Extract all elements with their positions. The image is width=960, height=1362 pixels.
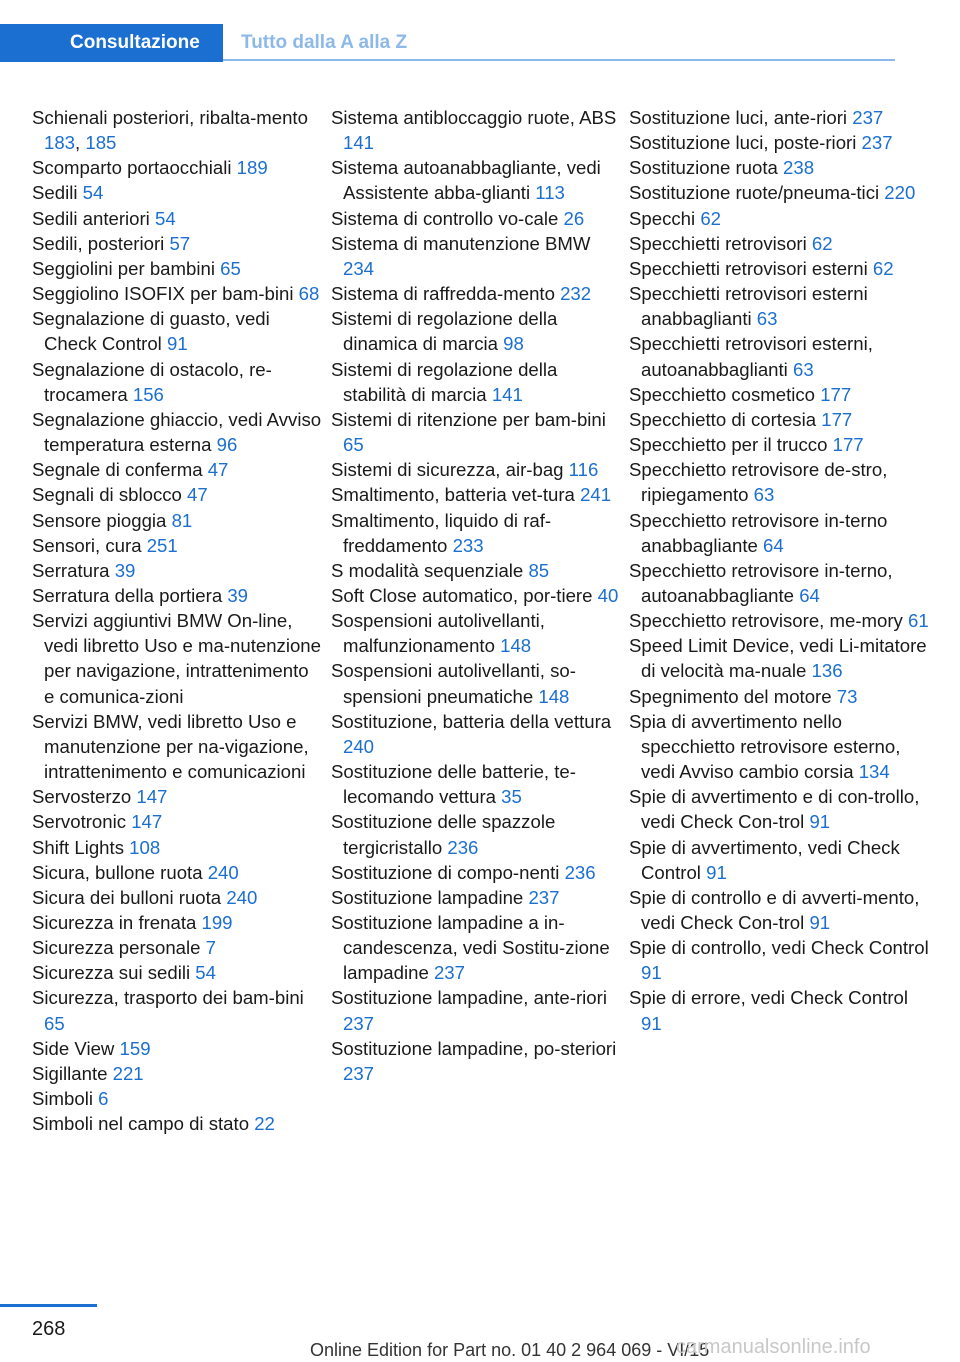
index-term: Side View: [32, 1037, 120, 1059]
index-term: Spie di controllo e di avverti-mento, vedi Check Con-trol: [629, 886, 920, 933]
index-entry: [32, 935, 322, 960]
section-tab[interactable]: Consultazione: [0, 24, 223, 62]
index-term: Sistemi di sicurezza, air-bag: [331, 459, 569, 481]
page-reference-link[interactable]: 63: [753, 484, 775, 506]
index-entry: [331, 709, 621, 759]
index-term: Sostituzione ruota: [629, 157, 784, 179]
index-term: Spie di controllo, vedi Check Control: [629, 937, 929, 959]
index-term: Sostituzione delle batterie, te-lecomando vettura: [331, 761, 576, 808]
index-entry: [629, 206, 929, 231]
index-term: Smaltimento, batteria vet-tura: [331, 484, 581, 506]
index-term: Sostituzione ruote/pneuma-tici: [629, 182, 885, 204]
page-reference-link[interactable]: 35: [501, 786, 522, 808]
index-entry: [331, 407, 621, 457]
index-term: Serratura della portiera: [32, 584, 228, 606]
page-reference-link[interactable]: 61: [908, 610, 929, 632]
index-entry: [629, 784, 929, 834]
page-reference-link[interactable]: 177: [820, 383, 852, 405]
index-term: Specchietto cosmetico: [629, 383, 821, 405]
index-term: Segnalazione ghiaccio, vedi Avviso temperatura esterna: [32, 408, 322, 456]
page-reference-link[interactable]: 108: [129, 836, 161, 858]
page-reference-link[interactable]: 134: [858, 761, 890, 783]
page-reference-link[interactable]: 233: [452, 534, 484, 556]
index-entry: [331, 985, 621, 1035]
index-entry: [32, 407, 322, 457]
page-reference-link[interactable]: 96: [216, 434, 238, 456]
index-term: Sistema autoanabbagliante, vedi Assistente abba-glianti: [331, 157, 601, 204]
index-term: Spie di avvertimento, vedi Check Control: [629, 836, 900, 883]
subsection-tab[interactable]: Tutto dalla A alla Z: [241, 32, 408, 53]
index-entry: [331, 306, 621, 356]
index-term: Sicurezza personale: [32, 937, 206, 959]
index-entry: [629, 608, 929, 633]
index-term: S modalità sequenziale: [331, 559, 529, 581]
index-entry: [629, 231, 929, 256]
index-term: Specchietto di cortesia: [629, 408, 822, 430]
page-reference-link[interactable]: 238: [783, 157, 815, 179]
index-entry: [331, 482, 621, 507]
index-entry: [32, 206, 322, 231]
index-entry: [629, 155, 929, 180]
index-entry: [629, 130, 929, 155]
index-term: Sostituzione di compo-nenti: [331, 861, 565, 883]
index-entry: [32, 1086, 322, 1111]
index-entry: [32, 457, 322, 482]
page-reference-link[interactable]: 91: [641, 1012, 662, 1034]
page-reference-link[interactable]: 62: [872, 257, 894, 279]
index-term: Segnale di conferma: [32, 459, 208, 481]
page-reference-link[interactable]: 7: [205, 937, 216, 959]
page-reference-link[interactable]: 237: [852, 107, 884, 128]
index-term: Sedili: [32, 182, 83, 204]
page-reference-link[interactable]: 63: [792, 358, 814, 380]
index-entry: [629, 331, 929, 381]
index-term: Specchietto retrovisore de-stro, ripiegamento: [629, 459, 888, 506]
index-entry: [629, 256, 929, 281]
index-entry: [629, 633, 929, 683]
page-reference-link[interactable]: 65: [220, 257, 241, 279]
page-reference-link[interactable]: 64: [799, 584, 820, 606]
index-entry: [331, 155, 621, 205]
index-term: Sensori, cura: [32, 534, 147, 556]
page-reference-link[interactable]: 183: [44, 132, 76, 154]
index-entry: [629, 407, 929, 432]
page-reference-link[interactable]: 91: [809, 811, 831, 833]
index-term: Sedili anteriori: [32, 207, 155, 229]
index-term: Servizi aggiuntivi BMW On-line, vedi libretto Uso e ma-nutenzione per navigazione, intrattenimento e comunica-zioni: [32, 610, 321, 707]
index-entry: [331, 105, 621, 155]
index-term: Servizi BMW, vedi libretto Uso e manutenzione per na-vigazione, intrattenimento e comunicazioni: [32, 710, 309, 783]
index-entry: [32, 231, 322, 256]
index-term: Sistema antibloccaggio ruote, ABS: [331, 107, 617, 128]
page-reference-link[interactable]: 251: [146, 534, 178, 556]
watermark-text: carmanualsonline.info: [676, 1336, 871, 1358]
index-term: Sistema di manutenzione BMW: [331, 232, 591, 254]
index-column-3: [629, 105, 929, 1036]
page-reference-link[interactable]: 177: [821, 408, 853, 430]
page-reference-link[interactable]: 221: [112, 1062, 144, 1084]
index-entry: [32, 155, 322, 180]
page-reference-link[interactable]: 54: [82, 182, 104, 204]
index-term: Simboli: [32, 1088, 99, 1110]
index-entry: [32, 608, 322, 709]
page-number: 268: [32, 1318, 66, 1340]
page-reference-link[interactable]: 147: [131, 811, 163, 833]
page-reference-link[interactable]: 39: [114, 559, 136, 581]
index-term: Sigillante: [32, 1062, 113, 1084]
index-term: Specchietto retrovisore in-terno anabbagliante: [629, 509, 888, 556]
edition-note: Online Edition for Part no. 01 40 2 964 069 - VI/15: [310, 1340, 710, 1360]
index-entry: [32, 281, 322, 306]
page-reference-link[interactable]: 64: [763, 534, 784, 556]
page-reference-link[interactable]: 40: [597, 584, 619, 606]
page-reference-link[interactable]: 98: [503, 333, 524, 355]
page-reference-link[interactable]: 156: [132, 383, 164, 405]
index-term: Spie di errore, vedi Check Control: [629, 987, 909, 1009]
page-header: [0, 24, 895, 62]
index-term: Segnali di sblocco: [32, 484, 188, 506]
index-term: Spegnimento del motore: [629, 685, 837, 707]
page-reference-link[interactable]: 189: [236, 157, 268, 179]
page-reference-link[interactable]: 81: [171, 509, 193, 531]
index-term: Servotronic: [32, 811, 132, 833]
page-reference-link[interactable]: 26: [563, 207, 585, 229]
index-entry: [629, 457, 929, 507]
page-reference-link[interactable]: 91: [706, 861, 727, 883]
index-entry: [331, 583, 621, 608]
index-term: Schienali posteriori, ribalta-mento: [32, 107, 308, 128]
index-entry: [629, 885, 929, 935]
page-reference-link[interactable]: 236: [564, 861, 596, 883]
index-entry: [32, 709, 322, 784]
index-entry: [331, 910, 621, 985]
index-term: Seggiolini per bambini: [32, 257, 221, 279]
index-entry: [331, 508, 621, 558]
index-term: Sistemi di regolazione della stabilità di marcia: [331, 358, 558, 405]
index-entry: [32, 910, 322, 935]
page-reference-link[interactable]: 240: [207, 861, 239, 883]
index-entry: [32, 508, 322, 533]
page-reference-link[interactable]: 57: [169, 232, 191, 254]
index-entry: [331, 558, 621, 583]
page-reference-link[interactable]: 136: [811, 660, 843, 682]
index-term: Sostituzione lampadine: [331, 886, 529, 908]
index-term: Sostituzione delle spazzole tergicristallo: [331, 811, 556, 858]
index-term: Sedili, posteriori: [32, 232, 170, 254]
index-entry: [32, 1061, 322, 1086]
index-term: Sensore pioggia: [32, 509, 172, 531]
page-reference-link[interactable]: 141: [343, 132, 375, 154]
page-reference-link[interactable]: 54: [154, 207, 176, 229]
page-reference-link[interactable]: 62: [811, 232, 833, 254]
page-reference-link[interactable]: 185: [85, 132, 117, 154]
page-reference-link[interactable]: 47: [187, 484, 208, 506]
page-reference-link[interactable]: 236: [447, 836, 479, 858]
page-reference-link[interactable]: 91: [809, 912, 831, 933]
page-reference-link[interactable]: 65: [343, 434, 364, 456]
index-term: Smaltimento, liquido di raf-freddamento: [331, 509, 552, 556]
page-reference-link[interactable]: 159: [119, 1037, 151, 1059]
page-reference-link[interactable]: 91: [641, 962, 662, 984]
index-entry: [32, 256, 322, 281]
page-reference-link[interactable]: 68: [298, 283, 320, 305]
index-term: Specchietti retrovisori esterni anabbaglianti: [629, 283, 868, 330]
index-term: Specchietto retrovisore, me-mory: [629, 610, 908, 632]
page-reference-link[interactable]: 237: [861, 132, 893, 154]
index-entry: [32, 860, 322, 885]
index-entry: [331, 1036, 621, 1086]
index-entry: [629, 382, 929, 407]
index-entry: [32, 583, 322, 608]
index-entry: [629, 935, 929, 985]
index-term: Sostituzione lampadine, ante-riori: [331, 987, 607, 1009]
index-entry: [629, 432, 929, 457]
index-term: Sicurezza, trasporto dei bam-bini: [32, 987, 304, 1009]
index-term: Sostituzione luci, poste-riori: [629, 132, 862, 154]
index-term: Soft Close automatico, por-tiere: [331, 584, 598, 606]
index-term: Sicura, bullone ruota: [32, 861, 208, 883]
page-reference-link[interactable]: 177: [832, 434, 864, 456]
index-term: Servosterzo: [32, 786, 137, 808]
page-reference-link[interactable]: 234: [343, 257, 375, 279]
index-term: Serratura: [32, 559, 115, 581]
index-entry: [629, 105, 929, 130]
index-entry: [32, 960, 322, 985]
page-reference-link[interactable]: 22: [254, 1113, 275, 1135]
page-reference-link[interactable]: 240: [343, 735, 375, 757]
index-term: Sospensioni autolivellanti, malfunzionamento: [331, 610, 545, 657]
index-term: Specchietti retrovisori: [629, 232, 812, 254]
index-entry: [32, 558, 322, 583]
page-reference-link[interactable]: 73: [836, 685, 858, 707]
index-entry: [629, 180, 929, 205]
index-entry: [32, 482, 322, 507]
index-term: Spie di avvertimento e di con-trollo, vedi Check Con-trol: [629, 786, 920, 833]
page-reference-link[interactable]: 147: [136, 786, 168, 808]
index-entry: [32, 533, 322, 558]
page-reference-link[interactable]: 237: [343, 1012, 375, 1034]
index-entry: [331, 860, 621, 885]
index-term: Simboli nel campo di stato: [32, 1113, 255, 1135]
index-entry: [331, 608, 621, 658]
index-entry: [331, 231, 621, 281]
index-term: Sicurezza in frenata: [32, 912, 202, 933]
page-reference-link[interactable]: 39: [227, 584, 249, 606]
footer-accent-bar: [0, 1304, 97, 1307]
index-entry: [32, 784, 322, 809]
index-entry: [32, 1111, 322, 1136]
page-reference-link[interactable]: 54: [195, 962, 216, 984]
index-term: Sostituzione lampadine, po-steriori: [331, 1037, 617, 1059]
page-reference-link[interactable]: 220: [884, 182, 916, 204]
page-reference-link[interactable]: 6: [98, 1088, 109, 1110]
index-entry: [32, 357, 322, 407]
page-reference-link[interactable]: 62: [700, 207, 722, 229]
page-reference-link[interactable]: 47: [207, 459, 229, 481]
page-reference-link[interactable]: 113: [535, 182, 565, 204]
page-reference-link[interactable]: 148: [500, 635, 532, 657]
index-entry: [629, 709, 929, 784]
index-term: Sistemi di regolazione della dinamica di marcia: [331, 308, 558, 355]
page-reference-link[interactable]: 237: [528, 886, 560, 908]
index-term: Sospensioni autolivellanti, so-spensioni pneumatiche: [331, 660, 576, 707]
index-entry: [32, 306, 322, 356]
index-entry: [32, 885, 322, 910]
index-entry: [331, 206, 621, 231]
index-entry: [629, 508, 929, 558]
index-entry: [32, 809, 322, 834]
page-reference-link[interactable]: 141: [491, 383, 523, 405]
index-term: Specchietto retrovisore in-terno, autoanabbagliante: [629, 559, 893, 606]
page-reference-link[interactable]: 199: [201, 912, 233, 933]
index-entry: [629, 281, 929, 331]
index-term: Specchietti retrovisori esterni: [629, 257, 873, 279]
page-reference-link[interactable]: 91: [166, 333, 188, 355]
index-term: Sostituzione luci, ante-riori: [629, 107, 853, 128]
index-entry: [331, 357, 621, 407]
index-term: Shift Lights: [32, 836, 130, 858]
index-term: Seggiolino ISOFIX per bam-bini: [32, 283, 299, 305]
page-reference-link[interactable]: 241: [580, 484, 612, 506]
index-entry: [629, 684, 929, 709]
index-entry: [629, 985, 929, 1035]
page-reference-link[interactable]: 232: [560, 283, 592, 305]
index-entry: [331, 809, 621, 859]
index-term: Sostituzione, batteria della vettura: [331, 710, 612, 732]
index-entry: [331, 457, 621, 482]
index-entry: [32, 180, 322, 205]
index-entry: [32, 835, 322, 860]
index-term: Specchietti retrovisori esterni, autoanabbaglianti: [629, 333, 873, 380]
index-term: Speed Limit Device, vedi Li-mitatore di velocità ma-nuale: [629, 635, 927, 682]
page-reference-link[interactable]: 65: [44, 1012, 65, 1034]
page-reference-link[interactable]: 116: [568, 459, 599, 481]
index-term: Sicurezza sui sedili: [32, 962, 196, 984]
index-term: Sicura dei bulloni ruota: [32, 886, 227, 908]
index-entry: [32, 1036, 322, 1061]
index-term: Sistemi di ritenzione per bam-bini: [331, 408, 606, 430]
index-column-1: [32, 105, 322, 1136]
page-reference-link[interactable]: 237: [433, 962, 465, 984]
index-term: Spia di avvertimento nello specchietto retrovisore esterno, vedi Avviso cambio corsia: [629, 710, 901, 783]
index-entry: [331, 281, 621, 306]
index-term: Segnalazione di ostacolo, re-trocamera: [32, 358, 272, 405]
index-term: Specchietto per il trucco: [629, 434, 833, 456]
page-reference-link[interactable]: 148: [538, 685, 570, 707]
header-divider: [223, 59, 895, 61]
index-entry: [32, 985, 322, 1035]
page-reference-link[interactable]: 85: [528, 559, 550, 581]
page-reference-link[interactable]: 240: [226, 886, 258, 908]
index-term: Segnalazione di guasto, vedi Check Control: [32, 308, 270, 355]
index-term: Scomparto portaocchiali: [32, 157, 237, 179]
index-entry: [331, 759, 621, 809]
index-entry: [331, 658, 621, 708]
index-entry: [629, 558, 929, 608]
page-reference-link[interactable]: 237: [343, 1062, 375, 1084]
index-term: Sistema di raffredda-mento: [331, 283, 561, 305]
index-term: Sistema di controllo vo-cale: [331, 207, 564, 229]
index-term: Specchi: [629, 207, 701, 229]
index-entry: Schienali posteriori, ribalta-mento 183, 185: [32, 107, 308, 154]
index-column-2: [331, 105, 621, 1086]
index-entry: [629, 835, 929, 885]
index-entry: [331, 885, 621, 910]
page-reference-link[interactable]: 63: [756, 308, 778, 330]
index-term: Sostituzione lampadine a in-candescenza, vedi Sostitu-zione lampadine: [331, 912, 610, 984]
